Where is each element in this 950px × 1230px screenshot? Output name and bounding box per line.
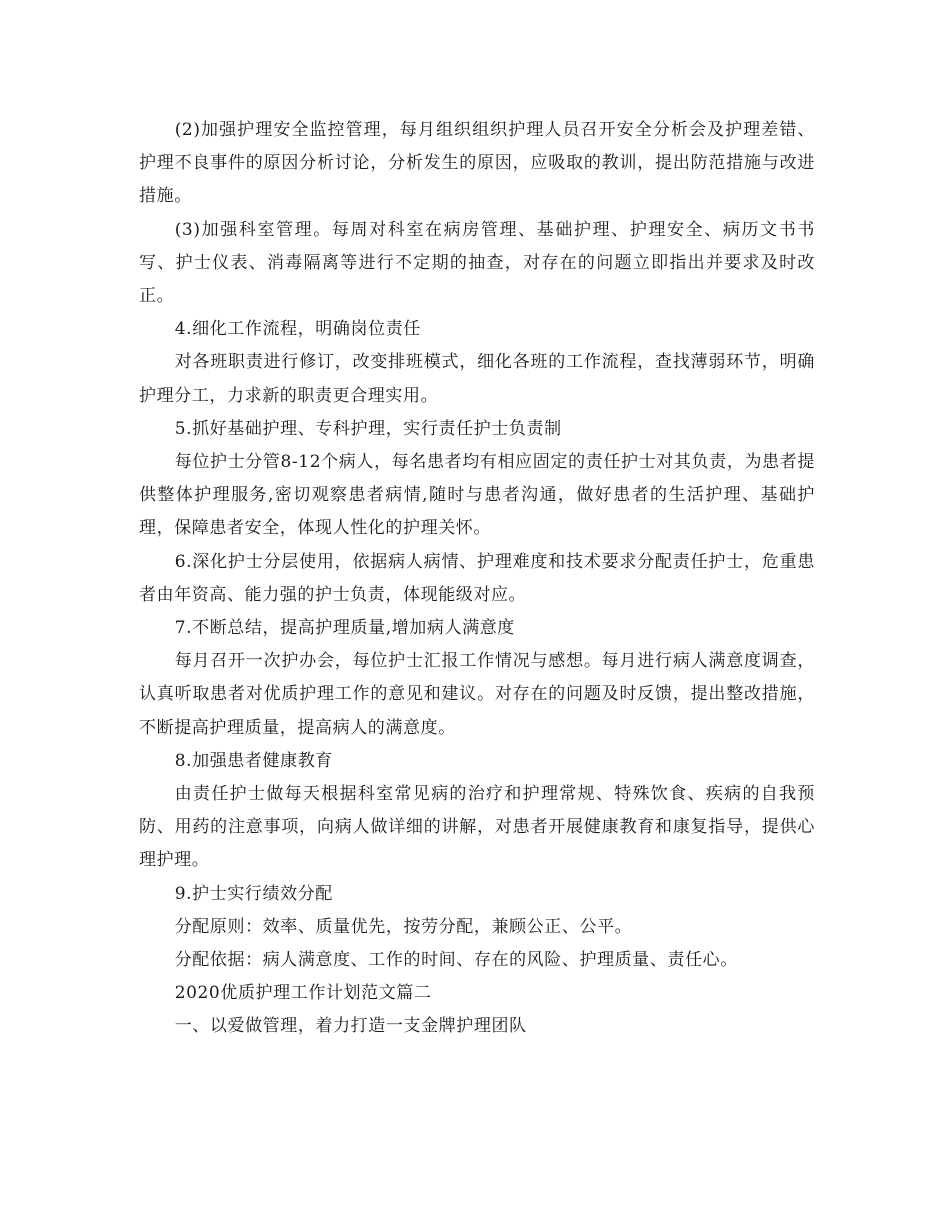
heading-workflow: 4.细化工作流程，明确岗位责任 xyxy=(174,319,421,340)
paragraph-allocation-basis: 分配依据：病人满意度、工作的时间、存在的风险、护理质量、责任心。 xyxy=(174,950,738,971)
paragraph-basic-nursing: 每位护士分管8-12个病人，每名患者均有相应固定的责任护士对其负责，为患者提供整体护理服务,密切观察患者病情,随时与患者沟通，做好患者的生活护理、基础护理，保障患者安全，体现人性化的护理关怀。 xyxy=(139,452,815,539)
heading-health-education: 8.加强患者健康教育 xyxy=(174,750,333,771)
heading-team-building: 一、以爱做管理，着力打造一支金牌护理团队 xyxy=(174,1016,527,1037)
section-title-part-two: 2020优质护理工作计划范文篇二 xyxy=(174,983,432,1004)
paragraph-workflow: 对各班职责进行修订，改变排班模式，细化各班的工作流程，查找薄弱环节，明确护理分工，力求新的职责更合理实用。 xyxy=(139,352,815,406)
paragraph-quality-improvement: 每月召开一次护办会，每位护士汇报工作情况与感想。每月进行病人满意度调查，认真听取患者对优质护理工作的意见和建议。对存在的问题及时反馈，提出整改措施，不断提高护理质量，提高病人的满意度。 xyxy=(139,651,815,738)
paragraph-health-education: 由责任护士做每天根据科室常见病的治疗和护理常规、特殊饮食、疾病的自我预防、用药的注意事项，向病人做详细的讲解，对患者开展健康教育和康复指导，提供心理护理。 xyxy=(139,784,815,871)
heading-quality-improvement: 7.不断总结，提高护理质量,增加病人满意度 xyxy=(174,618,515,639)
heading-basic-nursing: 5.抓好基础护理、专科护理，实行责任护士负责制 xyxy=(174,418,562,439)
paragraph-allocation-principle: 分配原则：效率、质量优先，按劳分配，兼顾公正、公平。 xyxy=(174,916,633,937)
paragraph-safety-monitoring: (2)加强护理安全监控管理，每月组织组织护理人员召开安全分析会及护理差错、护理不良事件的原因分析讨论，分析发生的原因，应吸取的教训，提出防范措施与改进措施。 xyxy=(139,120,815,207)
paragraph-department-management: (3)加强科室管理。每周对科室在病房管理、基础护理、护理安全、病历文书书写、护士仪表、消毒隔离等进行不定期的抽查，对存在的问题立即指出并要求及时改正。 xyxy=(139,219,815,307)
heading-performance-allocation: 9.护士实行绩效分配 xyxy=(174,883,333,904)
paragraph-tiered-nursing: 6.深化护士分层使用，依据病人病情、护理难度和技术要求分配责任护士，危重患者由年资高、能力强的护士负责，体现能级对应。 xyxy=(139,551,815,605)
document-body xyxy=(139,114,815,1044)
